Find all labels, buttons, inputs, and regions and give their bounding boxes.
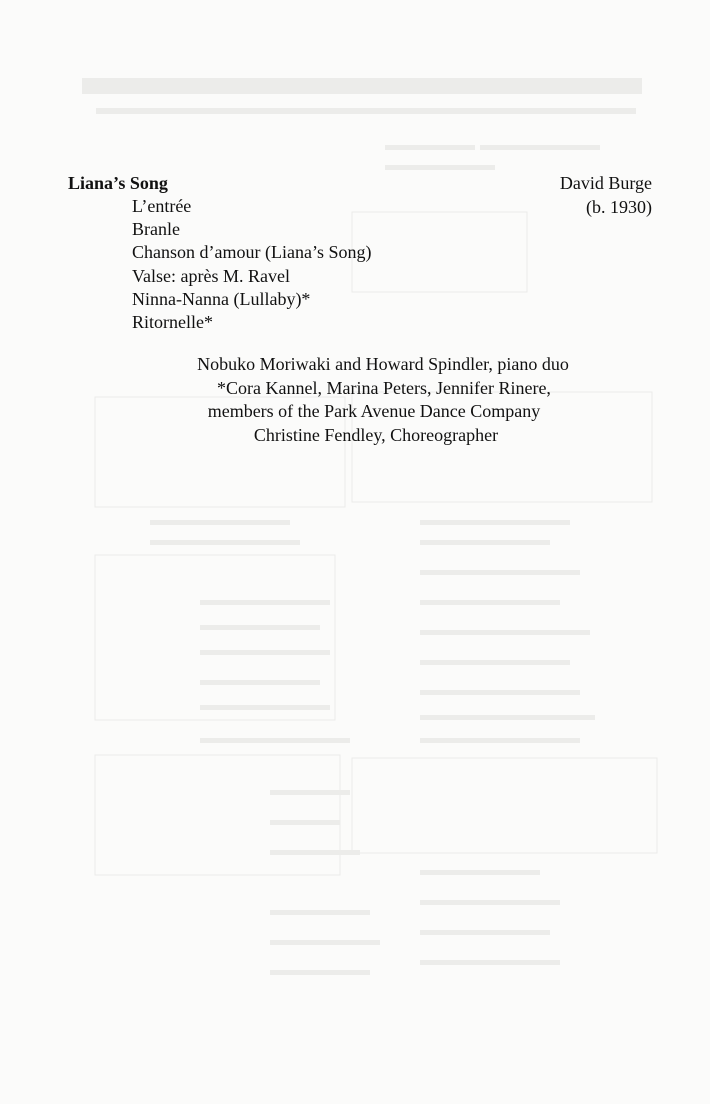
movement-item: Branle: [132, 219, 180, 240]
piece-title: Liana’s Song: [68, 173, 168, 193]
performer-credits: [100, 353, 640, 447]
performer-line: members of the Park Avenue Dance Company: [207, 401, 541, 421]
performer-line: Nobuko Moriwaki and Howard Spindler, piano duo: [197, 354, 569, 374]
movement-item: Ninna-Nanna (Lullaby)*: [132, 288, 311, 309]
composer-dates: (b. 1930): [586, 197, 652, 217]
performer-line: *Cora Kannel, Marina Peters, Jennifer Rinere,: [217, 377, 551, 398]
movement-item: Ritornelle*: [132, 311, 213, 332]
movement-item: L’entrée: [132, 196, 192, 216]
composer-name: David Burge: [559, 173, 652, 193]
movement-list: [132, 195, 371, 334]
movement-item: Chanson d’amour (Liana’s Song): [132, 242, 372, 263]
performer-line: Christine Fendley, Choreographer: [253, 424, 499, 445]
movement-item: Valse: après M. Ravel: [132, 265, 290, 286]
